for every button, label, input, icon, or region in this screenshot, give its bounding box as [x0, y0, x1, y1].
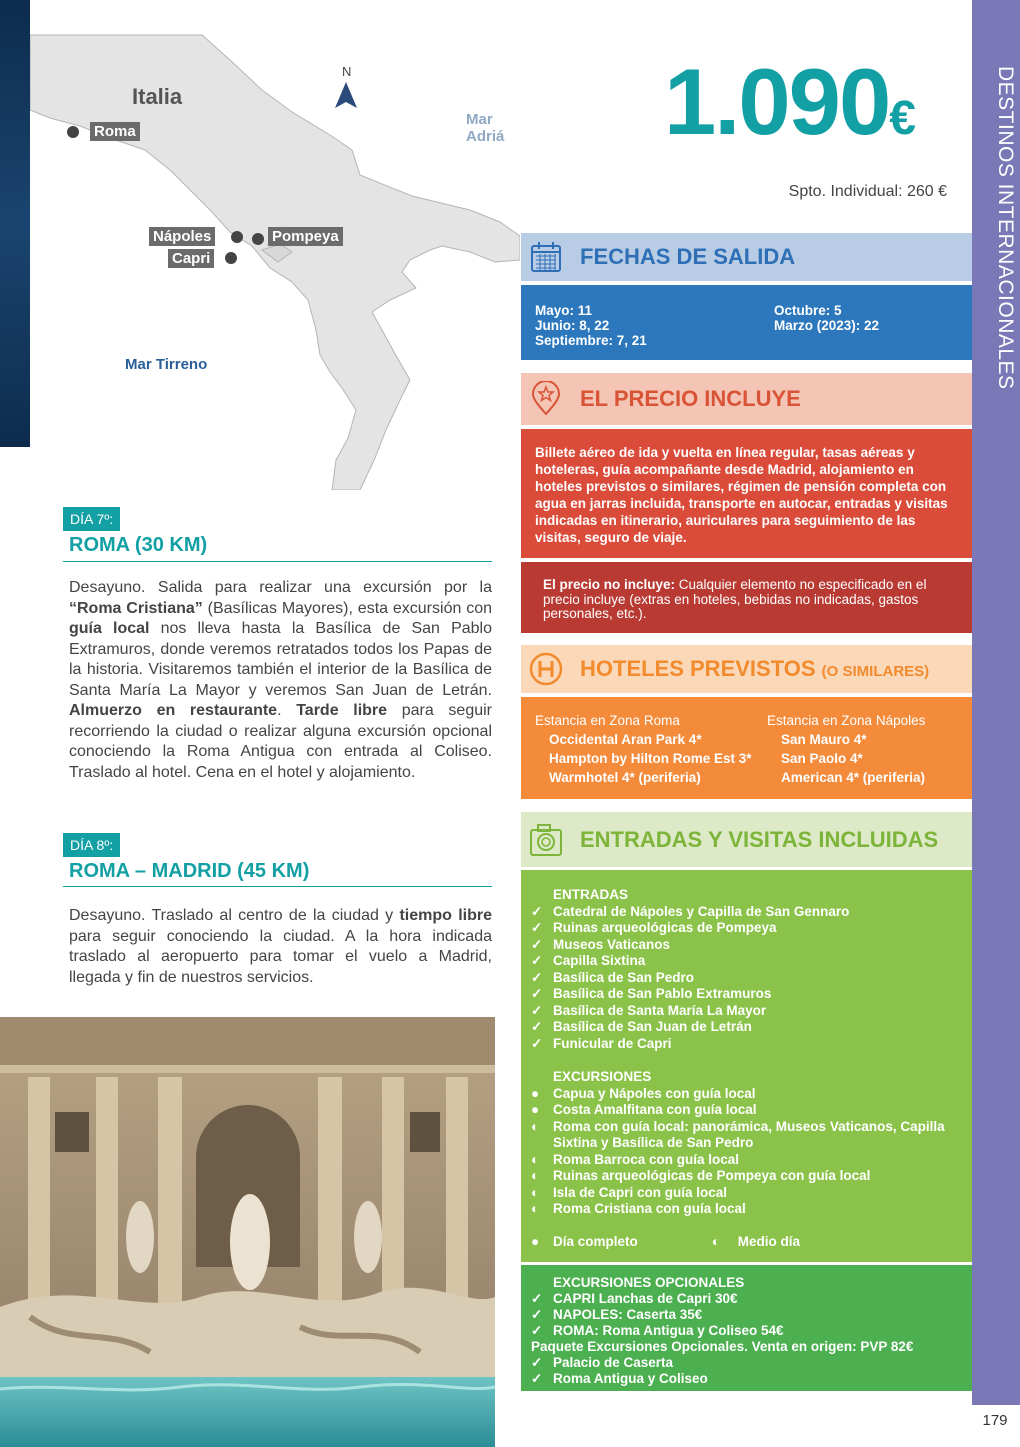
location-star-icon — [528, 381, 564, 417]
opcionales-subhead: EXCURSIONES OPCIONALES — [553, 1275, 745, 1290]
map-country-label: Italia — [132, 84, 183, 109]
day-7-tag: DÍA 7º: — [63, 507, 120, 531]
hoteles-title: HOTELES PREVISTOS (O SIMILARES) — [580, 656, 930, 681]
opcionales-body — [521, 1265, 972, 1391]
city-dot-roma — [67, 126, 79, 138]
north-arrow-icon: N — [333, 64, 359, 112]
fecha-item: Junio: 8, 22 — [535, 318, 610, 333]
fecha-item: Marzo (2023): 22 — [774, 318, 880, 333]
italy-map — [30, 0, 520, 490]
city-dot-pompeya — [252, 233, 264, 245]
list-item: ✓ Catedral de Nápoles y Capilla de San Gennaro — [531, 903, 850, 919]
fechas-col-2 — [774, 303, 879, 333]
hoteles-body — [521, 697, 972, 799]
entradas-title: ENTRADAS Y VISITAS INCLUIDAS — [580, 826, 939, 852]
hoteles-napoles: Estancia en Zona Nápoles San Mauro 4* San Paolo 4* American 4* (periferia) — [767, 713, 926, 785]
trevi-fountain-photo — [0, 1017, 495, 1447]
single-supplement: Spto. Individual: 260 € — [788, 183, 947, 200]
sea-label-adriatic: Mar Adriá — [466, 111, 505, 145]
list-item: ✓ Funicular de Capri — [531, 1035, 672, 1051]
calendar-icon — [528, 239, 564, 275]
legend — [531, 1234, 962, 1251]
price: 1.090€ — [664, 49, 914, 154]
no-incluye-body: El precio no incluye: Cualquier elemento no especificado en el precio incluye (extras en hoteles, bebidas no indicadas, gastos personales, etc.). — [521, 562, 972, 633]
entradas-header — [521, 812, 972, 867]
divider — [63, 886, 492, 887]
city-label-pompeya: Pompeya — [268, 227, 343, 246]
day-7-text: Desayuno. Salida para realizar una excursión por la “Roma Cristiana” (Basílicas Mayores), esta excursión con guía local nos lleva hasta la Basílica de San Pablo Extramuros, donde veremos retratados todos los Papas de la historia. Visitaremos también el interior de la Basílica de Santa María La Mayor y veremos San Juan de Letrán. Almuerzo en restaurante. Tarde libre para seguir recorriendo la ciudad o realizar alguna excursión opcional conociendo la Roma Antigua con entrada al Coliseo. Traslado al hotel. Cena en el hotel y alojamiento. — [69, 579, 493, 781]
hoteles-header — [521, 645, 972, 693]
entradas-subhead: ENTRADAS — [553, 887, 629, 902]
fechas-title: FECHAS DE SALIDA — [580, 244, 796, 269]
list-item: ✓ Basílica de Santa María La Mayor — [531, 1002, 767, 1018]
list-item: ✓ Basílica de San Pablo Extramuros — [531, 986, 772, 1001]
city-dot-capri — [225, 252, 237, 264]
background-strip — [0, 0, 30, 447]
list-item: ✓ CAPRI Lanchas de Capri 30€ — [531, 1291, 738, 1306]
list-item: ◐ Roma con guía local: panorámica, Museos Vaticanos, Capilla Sixtina y Basílica de San Pedro — [531, 1118, 945, 1150]
fecha-item: Octubre: 5 — [774, 303, 842, 318]
divider — [63, 561, 492, 562]
list-item: ✓ Basílica de San Pedro — [531, 969, 695, 985]
hotel-item: Hampton by Hilton Rome Est 3* — [549, 751, 752, 766]
day-7-title: ROMA (30 KM) — [69, 534, 208, 556]
hotel-item: San Paolo 4* — [781, 751, 863, 766]
list-item: ✓ Basílica de San Juan de Letrán — [531, 1019, 752, 1034]
camera-icon — [528, 822, 564, 858]
list-item: ✓ NAPOLES: Caserta 35€ — [531, 1307, 703, 1322]
day-8-title: ROMA – MADRID (45 KM) — [69, 860, 310, 882]
day-8-tag: DÍA 8º: — [63, 833, 120, 857]
incluye-title: EL PRECIO INCLUYE — [580, 386, 801, 411]
city-label-napoles: Nápoles — [149, 227, 215, 246]
hotel-item: Warmhotel 4* (periferia) — [549, 770, 701, 785]
fecha-item: Septiembre: 7, 21 — [535, 333, 647, 348]
hotel-icon — [528, 651, 564, 687]
fechas-body — [521, 285, 972, 360]
incluye-body: Billete aéreo de ida y vuelta en línea regular, tasas aéreas y hoteleras, guía acompañante desde Madrid, alojamiento en hoteles previstos o similares, régimen de pensión completa con agua en jarras incluida, transporte en autocar, entradas y visitas indicadas en itinerario, auriculares para seguimiento de las visitas, seguro de viaje. — [521, 429, 972, 558]
list-item: ● Capua y Nápoles con guía local — [531, 1085, 756, 1101]
list-item: ◐ Roma Cristiana con guía local — [531, 1201, 746, 1216]
hotel-item: Occidental Aran Park 4* — [549, 732, 702, 747]
list-item: ✓ Capilla Sixtina — [531, 953, 646, 968]
day-8-text: Desayuno. Traslado al centro de la ciudad y tiempo libre para seguir conociendo la ciudad. A la hora indicada traslado al aeropuerto para tomar el vuelo a Madrid, llegada y fin de nuestros servicios. — [69, 907, 492, 986]
list-item: ✓ Palacio de Caserta — [531, 1355, 674, 1370]
list-item: ● Costa Amalfitana con guía local — [531, 1102, 757, 1117]
paquete-text: Paquete Excursiones Opcionales. Venta en origen: PVP 82€ — [531, 1339, 914, 1354]
page-number: 179 — [982, 1412, 1008, 1429]
legend-full-day: ● Día completo — [531, 1233, 638, 1249]
list-item: ✓ ROMA: Roma Antigua y Coliseo 54€ — [531, 1323, 784, 1338]
entradas-body — [521, 870, 972, 1262]
section-title: DESTINOS INTERNACIONALES — [994, 66, 1017, 390]
city-dot-napoles — [231, 231, 243, 243]
hotel-item: San Mauro 4* — [781, 732, 867, 747]
incluye-header — [521, 373, 972, 425]
list-item: ◐ Isla de Capri con guía local — [531, 1184, 728, 1200]
fechas-col-1 — [535, 303, 647, 348]
list-item: ✓ Ruinas arqueológicas de Pompeya — [531, 920, 777, 935]
legend-half-day: ◐ Medio día — [711, 1233, 801, 1249]
fechas-header — [521, 233, 972, 281]
list-item: ✓ Museos Vaticanos — [531, 936, 671, 952]
list-item: ◐ Ruinas arqueológicas de Pompeya con guía local — [531, 1168, 871, 1183]
city-label-capri: Capri — [168, 249, 214, 268]
sea-label-tyrrhenian: Mar Tirreno — [125, 356, 208, 373]
list-item: ✓ Roma Antigua y Coliseo — [531, 1371, 708, 1386]
city-label-roma: Roma — [90, 122, 140, 141]
excursiones-subhead: EXCURSIONES — [553, 1069, 652, 1084]
fecha-item: Mayo: 11 — [535, 303, 593, 318]
list-item: ◐ Roma Barroca con guía local — [531, 1151, 740, 1167]
hotel-item: American 4* (periferia) — [781, 770, 926, 785]
hoteles-roma: Estancia en Zona Roma Occidental Aran Park 4* Hampton by Hilton Rome Est 3* Warmhotel 4* (periferia) — [535, 713, 752, 785]
